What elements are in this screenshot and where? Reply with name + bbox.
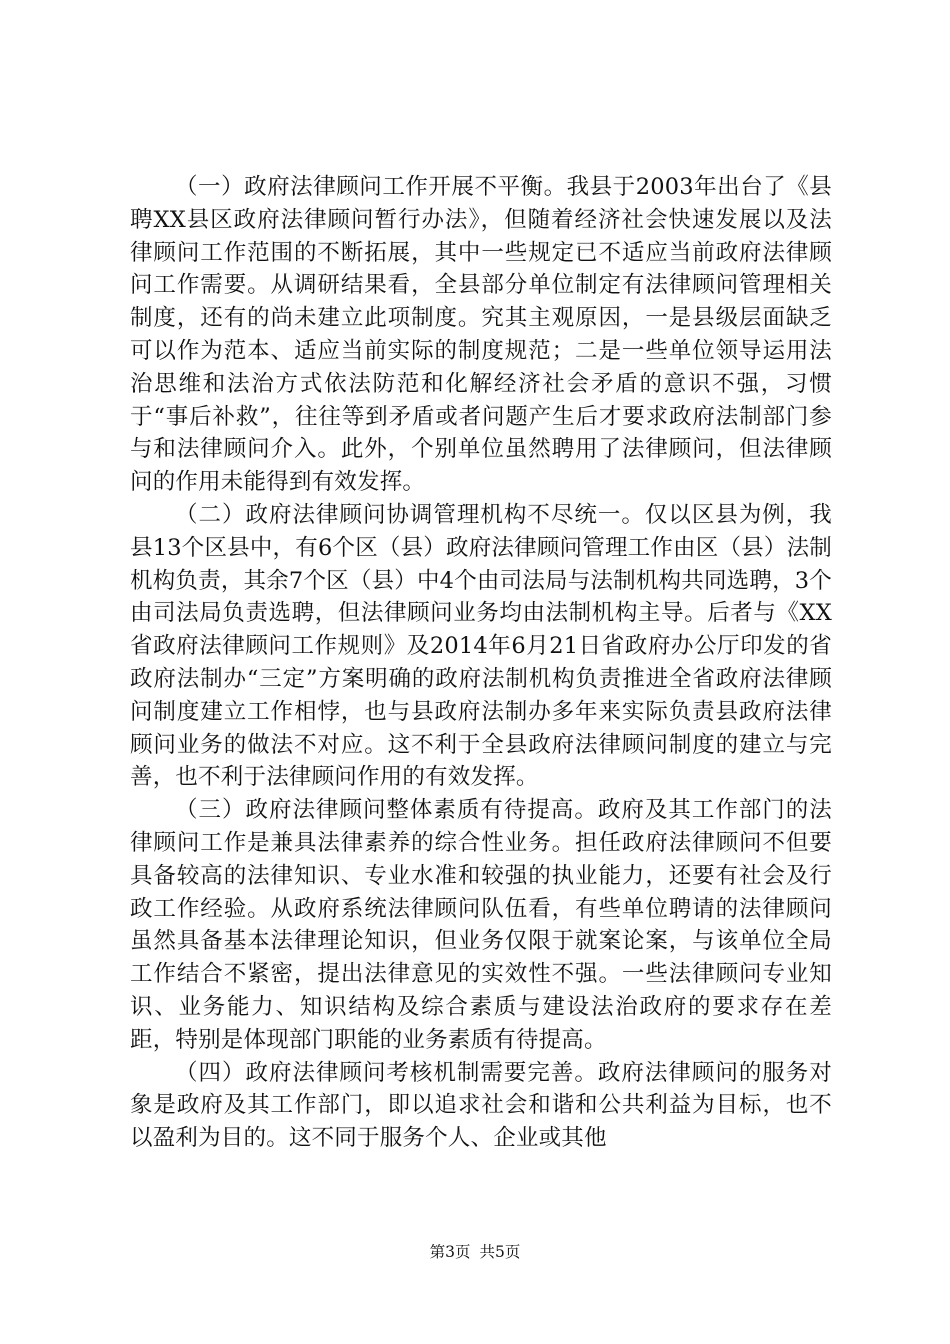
- page-number: 第3页: [429, 1243, 471, 1261]
- document-body: [130, 171, 832, 1155]
- paragraph-1: （一）政府法律顾问工作开展不平衡。我县于2003年出台了《县聘XX县区政府法律顾问暂行办法》，但随着经济社会快速发展以及法律顾问工作范围的不断拓展，其中一些规定已不适应当前政府法律顾问工作需要。从调研结果看，全县部分单位制定有法律顾问管理相关制度，还有的尚未建立此项制度。究其主观原因，一是县级层面缺乏可以作为范本、适应当前实际的制度规范；二是一些单位领导运用法治思维和法治方式依法防范和化解经济社会矛盾的意识不强，习惯于“事后补救”，往往等到矛盾或者问题产生后才要求政府法制部门参与和法律顾问介入。此外，个别单位虽然聘用了法律顾问，但法律顾问的作用未能得到有效发挥。: [130, 174, 832, 496]
- paragraph-4: （四）政府法律顾问考核机制需要完善。政府法律顾问的服务对象是政府及其工作部门，即以追求社会和谐和公共利益为目标，也不以盈利为目的。这不同于服务个人、企业或其他: [130, 1059, 832, 1152]
- paragraph-3: （三）政府法律顾问整体素质有待提高。政府及其工作部门的法律顾问工作是兼具法律素养的综合性业务。担任政府法律顾问不但要具备较高的法律知识、专业水准和较强的执业能力，还要有社会及行政工作经验。从政府系统法律顾问队伍看，有些单位聘请的法律顾问虽然具备基本法律理论知识，但业务仅限于就案论案，与该单位全局工作结合不紧密，提出法律意见的实效性不强。一些法律顾问专业知识、业务能力、知识结构及综合素质与建设法治政府的要求存在差距，特别是体现部门职能的业务素质有待提高。: [130, 797, 832, 1053]
- page-footer: [0, 1242, 950, 1262]
- page-total: 共5页: [479, 1243, 521, 1261]
- paragraph-2: （二）政府法律顾问协调管理机构不尽统一。仅以区县为例，我县13个区县中，有6个区（县）政府法律顾问管理工作由区（县）法制机构负责，其余7个区（县）中4个由司法局与法制机构共同选聘，3个由司法局负责选聘，但法律顾问业务均由法制机构主导。后者与《XX省政府法律顾问工作规则》及2014年6月21日省政府办公厅印发的省政府法制办“三定”方案明确的政府法制机构负责推进全省政府法律顾问制度建立工作相悖，也与县政府法制办多年来实际负责县政府法律顾问业务的做法不对应。这不利于全县政府法律顾问制度的建立与完善，也不利于法律顾问作用的有效发挥。: [130, 501, 832, 791]
